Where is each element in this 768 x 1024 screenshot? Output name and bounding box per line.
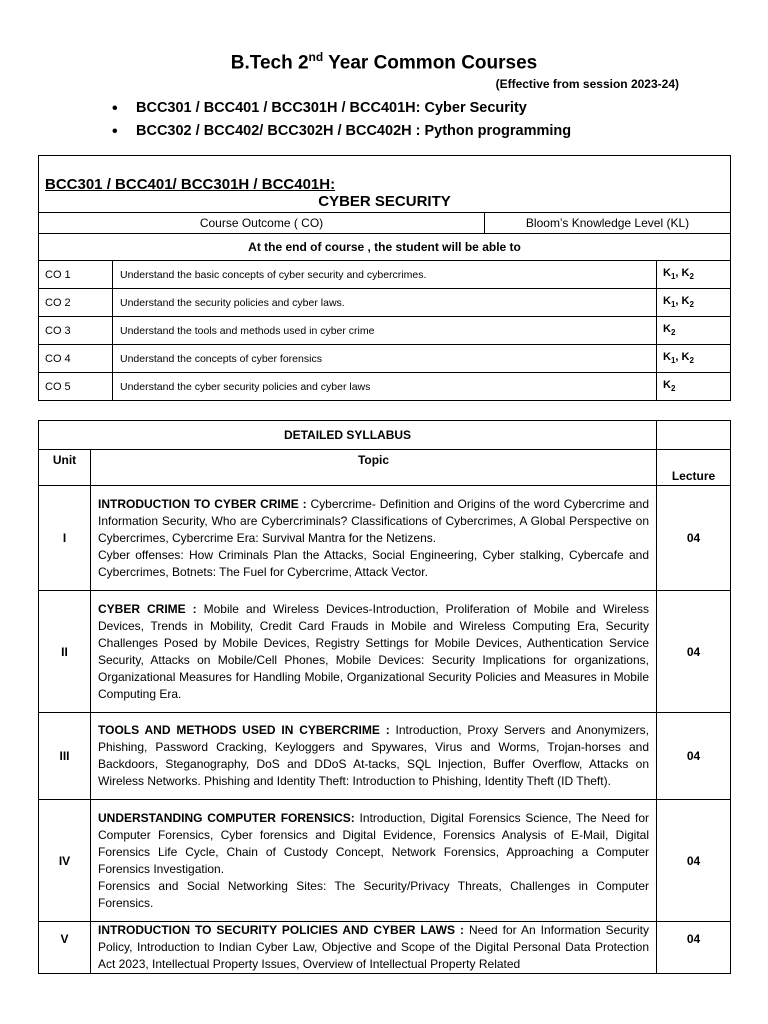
- co-id: CO 4: [39, 345, 113, 373]
- unit-lecture: 04: [657, 591, 731, 713]
- co-text: Understand the concepts of cyber forensics: [113, 345, 657, 373]
- syllabus-table: [38, 420, 731, 974]
- co-row: [39, 345, 731, 373]
- co-text: Understand the cyber security policies and cyber laws: [113, 373, 657, 401]
- co-kl: $K_1$, $K_2$: [657, 261, 731, 289]
- unit-lecture: 04: [657, 486, 731, 591]
- unit-lecture: 04: [657, 713, 731, 800]
- co-text: Understand the security policies and cyber laws.: [113, 289, 657, 317]
- co-text: Understand the basic concepts of cyber security and cybercrimes.: [113, 261, 657, 289]
- unit-row: [39, 922, 731, 974]
- co-id: CO 5: [39, 373, 113, 401]
- page-title: B.Tech 2nd Year Common Courses: [230, 50, 538, 74]
- kl-header: Bloom’s Knowledge Level (KL): [485, 213, 731, 234]
- co-row: [39, 373, 731, 401]
- co-text: Understand the tools and methods used in cyber crime: [113, 317, 657, 345]
- co-intro: At the end of course , the student will be able to: [39, 234, 731, 261]
- co-kl: $K_1$, $K_2$: [657, 289, 731, 317]
- effective-note: (Effective from session 2023-24): [495, 77, 679, 91]
- unit-lecture: 04: [657, 922, 731, 974]
- unit-topic: INTRODUCTION TO SECURITY POLICIES AND CYBER LAWS : Need for An Information Security Policy, Introduction to Indian Cyber Law, Objective and Scope of the Digital Personal Data Protection Act 2023, Intellectual Property Issues, Overview of Intellectual Property Related: [91, 922, 657, 974]
- unit-topic: CYBER CRIME : Mobile and Wireless Devices-Introduction, Proliferation of Mobile and Wireless Devices, Trends in Mobility, Credit Card Frauds in Mobile and Wireless Computing Era, Security Challenges Posed by Mobile Devices, Registry Settings for Mobile Devices, Authentication Service Security, Attacks on Mobile/Cell Phones, Mobile Devices: Security Implications for organizations, Organizational Measures for Handling Mobile, Organizational Security Policies and Measures in Mobile Computing Era.: [91, 591, 657, 713]
- co-id: CO 1: [39, 261, 113, 289]
- co-kl: $K_2$: [657, 317, 731, 345]
- unit-topic: TOOLS AND METHODS USED IN CYBERCRIME : Introduction, Proxy Servers and Anonymizers, Phishing, Password Cracking, Keyloggers and Spywares, Virus and Worms, Trojan-horses and Backdoors, Steganography, DoS and DDoS At-tacks, SQL Injection, Buffer Overflow, Attacks on Wireless Networks. Phishing and Identity Theft: Introduction to Phishing, Identity Theft (ID Theft).: [91, 713, 657, 800]
- course-list-item: • BCC301 / BCC401 / BCC301H / BCC401H: Cyber Security: [112, 97, 571, 120]
- co-row: [39, 261, 731, 289]
- co-id: CO 2: [39, 289, 113, 317]
- co-kl: $K_1$, $K_2$: [657, 345, 731, 373]
- syllabus-title-blank: [657, 421, 731, 450]
- unit-lecture: 04: [657, 800, 731, 922]
- unit-number: II: [39, 591, 91, 713]
- course-list-item: • BCC302 / BCC402/ BCC302H / BCC402H : Python programming: [112, 120, 571, 143]
- unit-number: IV: [39, 800, 91, 922]
- unit-topic: INTRODUCTION TO CYBER CRIME : Cybercrime- Definition and Origins of the word Cybercrime and Information Security, Who are Cybercriminals? Classifications of Cybercrimes, A Global Perspective on Cybercrimes, Cybercrime Era: Survival Mantra for the Netizens. Cyber offenses: How Criminals Plan the Attacks, Social Engineering, Cyber stalking, Cybercafe and Cybercrimes, Botnets: The Fuel for Cybercrime, Attack Vector.: [91, 486, 657, 591]
- unit-header: Unit: [39, 450, 91, 486]
- course-name: CYBER SECURITY: [39, 194, 731, 213]
- lecture-header: Lecture: [657, 450, 731, 486]
- co-id: CO 3: [39, 317, 113, 345]
- unit-row: [39, 713, 731, 800]
- co-header: Course Outcome ( CO): [39, 213, 485, 234]
- co-row: [39, 317, 731, 345]
- topic-header: Topic: [91, 450, 657, 486]
- syllabus-title: DETAILED SYLLABUS: [39, 421, 657, 450]
- unit-row: [39, 486, 731, 591]
- course-list: [112, 97, 571, 143]
- unit-topic: UNDERSTANDING COMPUTER FORENSICS: Introduction, Digital Forensics Science, The Need for Computer Forensics, Cyber forensics and Digital Evidence, Forensics Analysis of E-Mail, Digital Forensics Life Cycle, Chain of Custody Concept, Network Forensics, Approaching a Computer Forensics Investigation. Forensics and Social Networking Sites: The Security/Privacy Threats, Challenges in Computer Forensics.: [91, 800, 657, 922]
- unit-row: [39, 800, 731, 922]
- course-outcome-table: [38, 155, 731, 401]
- co-row: [39, 289, 731, 317]
- unit-number: I: [39, 486, 91, 591]
- unit-number: V: [39, 922, 91, 974]
- co-kl: $K_2$: [657, 373, 731, 401]
- course-code: BCC301 / BCC401/ BCC301H / BCC401H:: [39, 156, 731, 195]
- unit-number: III: [39, 713, 91, 800]
- unit-row: [39, 591, 731, 713]
